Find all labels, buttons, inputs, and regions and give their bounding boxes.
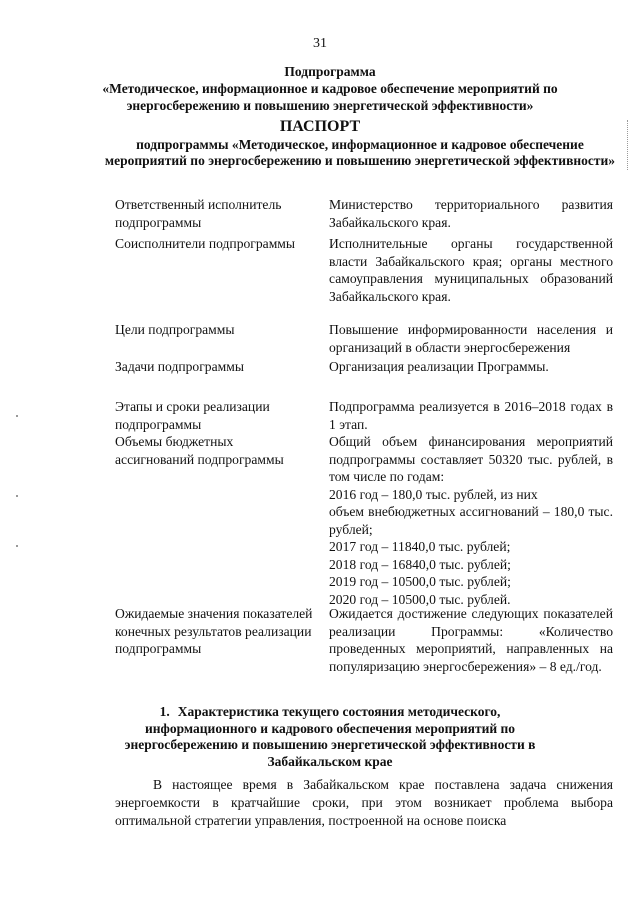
row-label: Объемы бюджетных ассигнований подпрограммы	[115, 434, 284, 467]
subprogram-header	[60, 63, 600, 114]
budget-intro: Общий объем финансирования мероприятий подпрограммы составляет 50320 тыс. рублей, в том числе по годам:	[329, 434, 613, 484]
margin-dot	[16, 495, 18, 497]
margin-dot	[16, 545, 18, 547]
body-paragraph: В настоящее время в Забайкальском крае поставлена задача снижения энергоемкости в кратчайшие сроки, при этом возникает проблема выбора оптимальной стратегии управления, построенной на основе поиска	[115, 777, 613, 828]
row-value: Исполнительные органы государственной власти Забайкальского края; органы местного самоуправления муниципальных образований Забайкальского края.	[329, 236, 613, 304]
section-heading	[120, 704, 540, 770]
row-label: Соисполнители подпрограммы	[115, 236, 296, 251]
budget-2019: 2019 год – 10500,0 тыс. рублей;	[329, 574, 511, 589]
row-label: Ответственный исполнитель подпрограммы	[115, 197, 282, 230]
margin-scan-mark	[627, 120, 629, 170]
row-value: Подпрограмма реализуется в 2016–2018 годах в 1 этап.	[329, 399, 613, 432]
row-label: Цели подпрограммы	[115, 322, 235, 337]
subprogram-label: Подпрограмма	[284, 64, 376, 79]
passport-title: ПАСПОРТ	[279, 118, 361, 135]
subprogram-title: «Методическое, информационное и кадровое обеспечение мероприятий по энергосбережению и повышению энергетической эффективности»	[102, 81, 558, 113]
budget-2017: 2017 год – 11840,0 тыс. рублей;	[329, 539, 511, 554]
budget-2016: 2016 год – 180,0 тыс. рублей, из них	[329, 486, 538, 502]
margin-dot	[16, 415, 18, 417]
row-value	[329, 433, 613, 608]
budget-2016-extra: объем внебюджетных ассигнований – 180,0 тыс. рублей;	[329, 504, 613, 537]
row-label: Задачи подпрограммы	[115, 359, 244, 374]
budget-2020: 2020 год – 10500,0 тыс. рублей.	[329, 591, 511, 607]
section-title: Характеристика текущего состояния методического, информационного и кадрового обеспечения мероприятий по энергосбережению и повышению энергетической эффективности в Забайкальском крае	[124, 704, 536, 769]
row-value: Повышение информированности населения и организаций в области энергосбережения	[329, 322, 613, 355]
row-value: Ожидается достижение следующих показателей реализации Программы: «Количество проведенных мероприятий, направленных на популяризацию энергосбережения» – 8 ед./год.	[329, 606, 613, 674]
section-number: 1.	[159, 704, 170, 719]
budget-2018: 2018 год – 16840,0 тыс. рублей;	[329, 556, 511, 572]
row-label: Ожидаемые значения показателей конечных результатов реализации подпрограммы	[115, 606, 313, 656]
page-number: 31	[313, 36, 327, 51]
row-value: Министерство территориального развития Забайкальского края.	[329, 197, 613, 230]
row-value: Организация реализации Программы.	[329, 359, 549, 374]
passport-subtitle: подпрограммы «Методическое, информационное и кадровое обеспечение мероприятий по энергосбережению и повышению энергетической эффективности»	[104, 137, 616, 168]
row-label: Этапы и сроки реализации подпрограммы	[115, 399, 270, 432]
